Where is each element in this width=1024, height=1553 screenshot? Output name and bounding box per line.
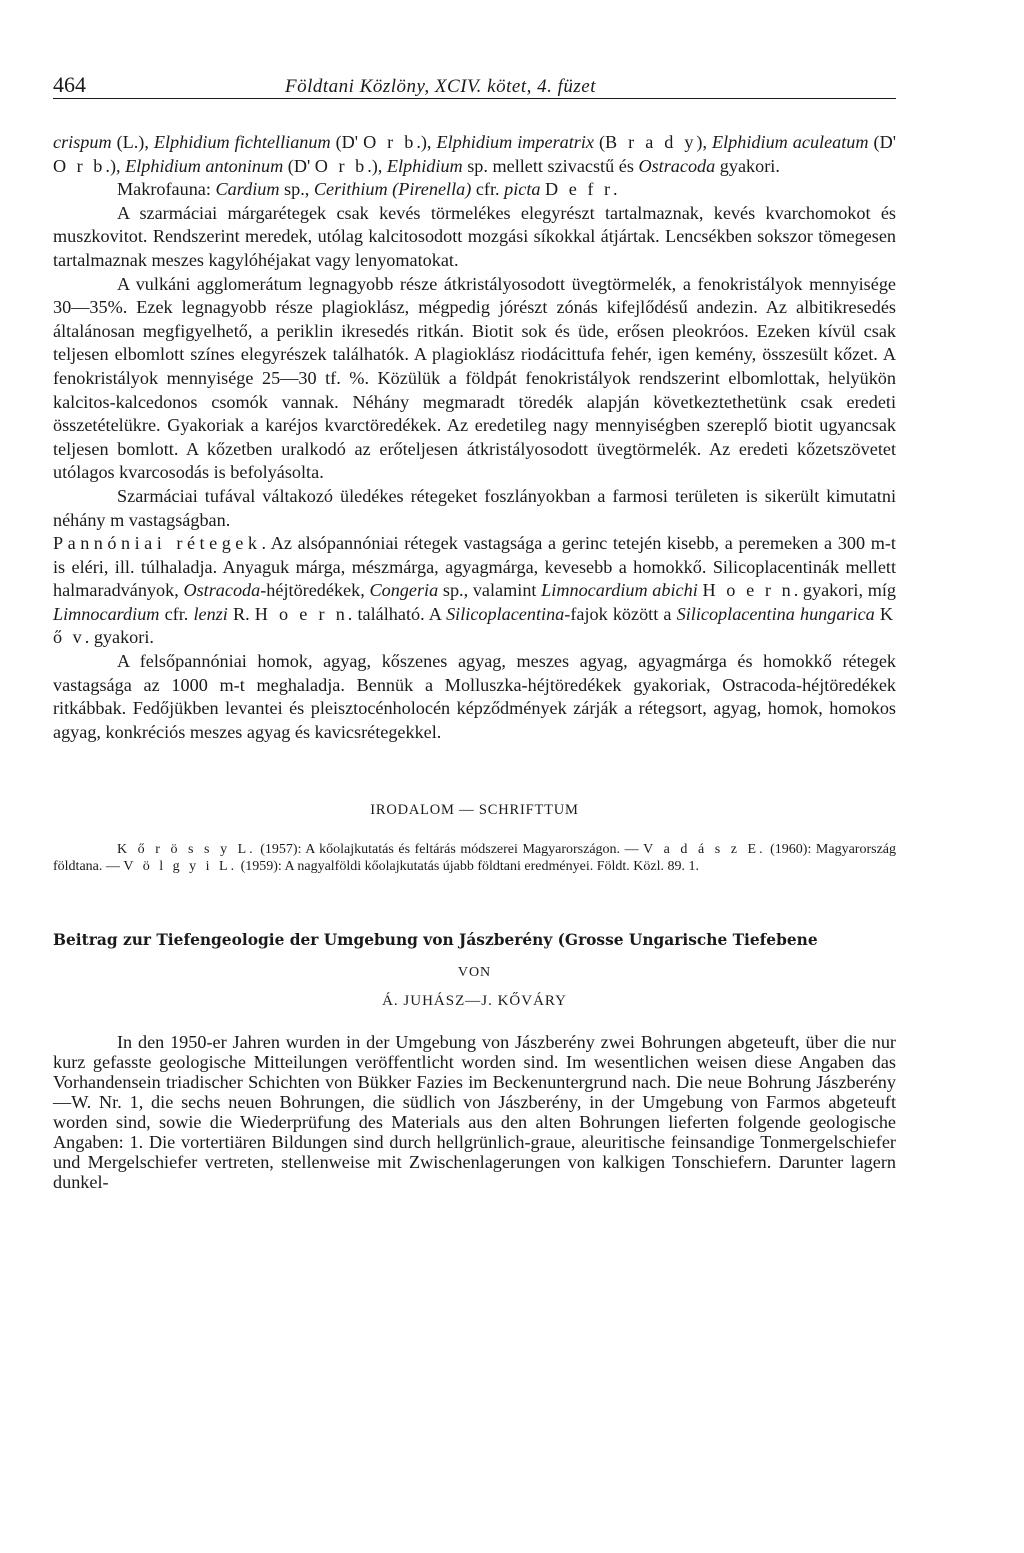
german-abstract-authors: Á. JUHÁSZ—J. KŐVÁRY xyxy=(382,993,567,1010)
author-name: K ő v xyxy=(53,603,897,648)
taxon-name: Ostracoda xyxy=(183,580,261,601)
taxon-name: Elphidium imperatrix xyxy=(436,132,594,152)
taxon-name: Elphidium aculeatum xyxy=(712,132,869,152)
journal-title: Földtani Közlöny, XCIV. kötet, 4. füzet xyxy=(285,76,596,97)
author-name: H o e r n xyxy=(254,603,348,624)
text-run: sp. mellett szivacstű és xyxy=(462,155,639,176)
taxon-name: Elphidium antoninum xyxy=(125,155,284,176)
german-abstract-von: VON xyxy=(457,965,492,981)
text-run: . gyakori. xyxy=(84,627,154,648)
taxon-name: picta xyxy=(504,179,541,200)
text-run: sp., xyxy=(279,179,314,200)
author-name: O r b xyxy=(314,155,368,176)
text-run: . Az alsópannóniai rétegek vastagsága a gerinc tetején kisebb, a peremeken a 300 m-t is eléri, ill. túlhaladja. Anyaguk márga, mészmárga, agyagmárga, kevesebb a homokkő. Silicoplacentinák mellett halmaradványok, xyxy=(53,533,896,601)
page-number: 464 xyxy=(53,72,86,97)
taxon-name: Elphidium fichtellianum xyxy=(153,132,331,152)
text-run: ( xyxy=(594,132,606,152)
text-run: . gyakori, míg xyxy=(793,580,897,601)
paragraph-pannonian-layers xyxy=(53,532,896,650)
author-name: V a d á s z E. xyxy=(643,842,766,858)
text-run: .), xyxy=(105,155,126,176)
section-heading: Pannóniai rétegek xyxy=(53,533,262,554)
references-list xyxy=(53,841,896,875)
author-name: B r a d y xyxy=(605,132,697,152)
text-run: . xyxy=(613,179,618,200)
taxon-name: Silicoplacentina hungarica xyxy=(676,603,875,624)
paragraph-upper-pannonian: A felsőpannóniai homok, agyag, kőszenes agyag, meszes agyag, agyagmárga és homokkő rétegek vastagsága az 1000 m-t meghaladja. Bennük a Molluszka-héjtöredékek gyakoriak, Ostracoda-héjtöredékek ritkábbak. Fedőjükben levantei és pleisztocénholocén képződmények zárják a rétegsort, agyag, homok, homokos agyag, konkréciós meszes agyag és kavicsrétegekkel. xyxy=(53,651,896,742)
article-body xyxy=(53,131,896,744)
text-run: (D' xyxy=(330,132,364,152)
paragraph-foraminifera-list xyxy=(53,131,896,178)
taxon-name: Cerithium (Pirenella) xyxy=(313,179,472,200)
text-run: -fajok között a xyxy=(564,603,677,624)
text-run: . található. A xyxy=(347,603,447,624)
taxon-name: Limnocardium abichi xyxy=(541,580,698,601)
running-head xyxy=(53,60,896,99)
paragraph-macrofauna xyxy=(53,178,896,202)
text-run: cfr. xyxy=(159,603,194,624)
page xyxy=(53,60,896,1211)
taxon-name: Elphidium xyxy=(386,155,463,176)
taxon-name: Ostracoda xyxy=(638,155,716,176)
text-run: sp., valamint xyxy=(438,580,542,601)
text-run: gyakori. xyxy=(715,155,780,176)
text-run: .), xyxy=(367,155,387,176)
text-run: (1959): A nagyalföldi kőolajkutatás újabb földtani eredményei. Földt. Közl. 89. 1. xyxy=(237,859,699,875)
taxon-name: lenzi xyxy=(193,603,228,624)
text-run: cfr. xyxy=(471,179,505,200)
text-run: (D' xyxy=(868,132,896,152)
text-run: (D' xyxy=(283,155,315,176)
references-heading: IRODALOM — SCHRIFTTUM xyxy=(370,802,579,819)
text-run: (L.), xyxy=(111,132,154,152)
taxon-name: crispum xyxy=(53,132,112,152)
author-name: K ő r ö s s y L. xyxy=(117,842,256,858)
author-name: H o e r n xyxy=(702,580,794,601)
paragraph-sarmatian-marl: A szarmáciai márgarétegek csak kevés törmelékes elegyrészt tartalmaznak, kevés kvarchomokot és muszkovitot. Rendszerint meredek, utólag kalcitosodott mozgási síkokkal átjártak. Lencsékben sokszor tömegesen tartalmaznak meszes kagylóhéjakat vagy lenyomatokat. xyxy=(53,202,896,270)
author-name: O r b xyxy=(53,155,106,176)
taxon-name: Cardium xyxy=(215,179,280,200)
text-run: (1957): A kőolajkutatás és feltárás módszerei Magyarországon. — xyxy=(255,842,644,858)
german-abstract-title: Beitrag zur Tiefengeologie der Umgebung von Jászberény (Grosse Ungarische Tiefebene xyxy=(53,931,818,950)
taxon-name: Limnocardium xyxy=(53,603,160,624)
text-run: .), xyxy=(416,132,437,152)
german-abstract-body: In den 1950-er Jahren wurden in der Umgebung von Jászberény zwei Bohrungen abgeteuft, über die nur kurz gefasste geologische Mitteilungen veröffentlicht worden sind. Im wesentlichen weisen diese Angaben das Vorhandensein triadischer Schichten von Bükker Fazies im Beckenuntergrund nach. Die neue Bohrung Jászberény—W. Nr. 1, die sechs neuen Bohrungen, die südlich von Jászberény, in der Umgebung von Farmos abgeteuft worden sind, sowie die Wiederprüfung des Materials aus den alten Bohrungen lieferten folgende geologische Angaben: 1. Die vortertiären Bildungen sind durch hellgrünlich-graue, aleuritische feinsandige Tonmergelschiefer und Mergelschiefer vertreten, stellenweise mit Zwischenlagerungen von kalkigen Tonschiefern. Darunter lagern dunkel- xyxy=(53,1032,896,1193)
text-run: R. xyxy=(227,603,255,624)
author-name: D e f r xyxy=(545,179,614,200)
author-name: V ö l g y i L. xyxy=(123,859,238,875)
author-name: O r b xyxy=(363,132,417,152)
text-run: ), xyxy=(696,132,713,152)
text-run: (1960): Magyarország földtana. — xyxy=(53,842,896,875)
paragraph-sarmatian-tuff: Szarmáciai tufával váltakozó üledékes rétegeket foszlányokban a farmosi területen is sikerült kimutatni néhány m vastagságban. xyxy=(53,485,896,530)
text-run: Makrofauna: xyxy=(117,179,216,200)
taxon-name: Silicoplacentina xyxy=(446,603,565,624)
text-run: -héjtöredékek, xyxy=(260,580,370,601)
taxon-name: Congeria xyxy=(369,580,439,601)
paragraph-volcanic-agglomerate: A vulkáni agglomerátum legnagyobb része átkristályosodott üvegtörmelék, a fenokristályok mennyisége 30—35%. Ezek legnagyobb része plagioklász, mégpedig jórészt zónás kifejlődésű andezin. Az albitikresedés általánosan megfigyelhető, a periklin ikresedés ritkán. Biotit sok és üde, erősen pleokróos. Ezeken kívül csak teljesen elbomlott színes elegyrészek találhatók. A plagioklász riodácittufa fehér, igen kemény, összesült kőzet. A fenokristályok mennyisége 25—30 tf. %. Közülük a földpát fenokristályok rendszerint elbomlottak, helyükön kalcitos-kalcedonos csomók vannak. Néhány megmaradt töredék alapján következtethetünk csak eredeti összetételükre. Gyakoriak a karéjos kvarctöredékek. Az eredetileg nagy mennyiségben szereplő biotit ugyancsak teljesen bomlott. A kőzetben uralkodó az erőteljesen átkristályosodott üvegtörmelék. Az eredeti kőzetszövetet utólagos kvarcosodás is befolyásolta. xyxy=(53,273,896,483)
